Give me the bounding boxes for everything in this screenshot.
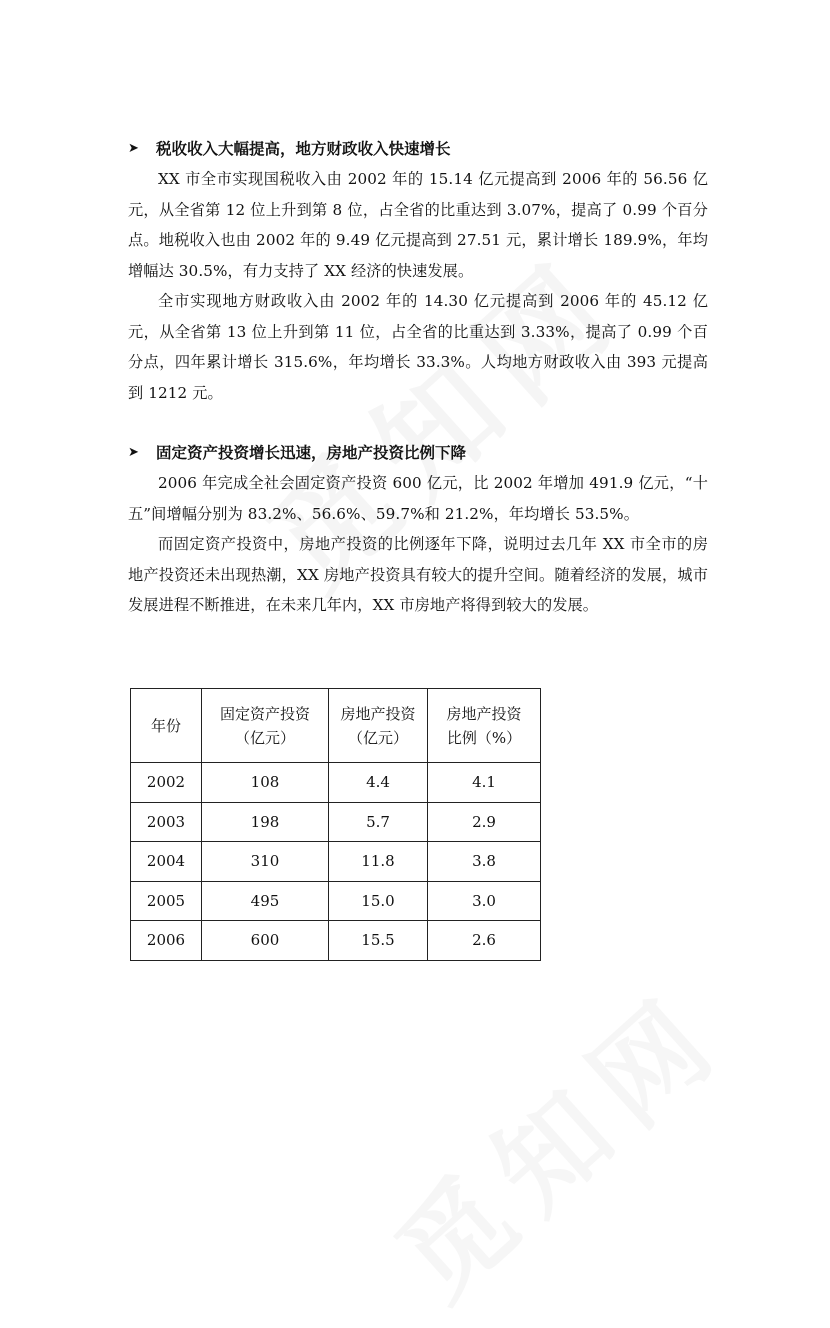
paragraph-national-tax: XX 市全市实现国税收入由 2002 年的 15.14 亿元提高到 2006 年的 56.56 亿元，从全省第 12 位上升到第 8 位，占全省的比重达到 3.07%，提高了 0.99 个百分点。地税收入也由 2002 年的 9.49 亿元提高到 27.51 元，累计增长 189.9%，年均增幅达 30.5%，有力支持了 XX 经济的快速发展。 — [128, 170, 708, 280]
cell-realestate: 4.4 — [329, 763, 428, 803]
cell-year: 2004 — [131, 842, 202, 882]
table-header-row — [131, 689, 541, 763]
header-realestate-line1: 房地产投资 — [340, 704, 416, 723]
table-row — [131, 921, 541, 961]
watermark-repeat — [357, 950, 753, 1328]
cell-fixed: 310 — [202, 842, 329, 882]
cell-year: 2006 — [131, 921, 202, 961]
section-spacer — [128, 408, 708, 438]
cell-realestate: 15.0 — [329, 881, 428, 921]
cell-ratio: 2.6 — [428, 921, 541, 961]
table-row — [131, 842, 541, 882]
investment-table — [130, 688, 541, 961]
cell-fixed: 108 — [202, 763, 329, 803]
header-ratio-line1: 房地产投资 — [446, 704, 522, 723]
paragraph-fixed-investment: 2006 年完成全社会固定资产投资 600 亿元，比 2002 年增加 491.9 亿元，“十五”间增幅分别为 83.2%、56.6%、59.7%和 21.2%，年均增长 53.5%。 — [128, 474, 708, 523]
section-heading-tax — [128, 134, 708, 164]
cell-year: 2002 — [131, 763, 202, 803]
header-fixed-line1: 固定资产投资 — [219, 704, 310, 723]
arrow-bullet-icon: ➤ — [128, 445, 139, 460]
cell-ratio: 2.9 — [428, 802, 541, 842]
table-row — [131, 881, 541, 921]
document-body — [128, 134, 708, 621]
arrow-bullet-icon: ➤ — [128, 141, 139, 156]
header-fixed-line2: （亿元） — [234, 728, 295, 747]
cell-realestate: 5.7 — [329, 802, 428, 842]
section-heading-tax-text: 税收收入大幅提高，地方财政收入快速增长 — [156, 140, 451, 158]
paragraph-realestate-ratio: 而固定资产投资中，房地产投资的比例逐年下降，说明过去几年 XX 市全市的房地产投资还未出现热潮，XX 房地产投资具有较大的提升空间。随着经济的发展，城市发展进程不断推进，在未来几年内，XX 市房地产将得到较大的发展。 — [128, 535, 708, 614]
header-realestate-ratio — [428, 689, 541, 763]
section-heading-investment-text: 固定资产投资增长迅速，房地产投资比例下降 — [156, 444, 467, 462]
cell-fixed: 495 — [202, 881, 329, 921]
cell-fixed: 198 — [202, 802, 329, 842]
header-year: 年份 — [131, 689, 202, 763]
header-realestate-line2: （亿元） — [347, 728, 408, 747]
cell-ratio: 3.8 — [428, 842, 541, 882]
cell-ratio: 4.1 — [428, 763, 541, 803]
cell-fixed: 600 — [202, 921, 329, 961]
section-heading-investment — [128, 438, 708, 468]
cell-realestate: 15.5 — [329, 921, 428, 961]
header-ratio-line2: 比例（%） — [446, 728, 522, 747]
cell-ratio: 3.0 — [428, 881, 541, 921]
header-realestate-investment — [329, 689, 428, 763]
cell-realestate: 11.8 — [329, 842, 428, 882]
table-row — [131, 802, 541, 842]
paragraph-local-revenue: 全市实现地方财政收入由 2002 年的 14.30 亿元提高到 2006 年的 45.12 亿元，从全省第 13 位上升到第 11 位，占全省的比重达到 3.33%，提高了 0.99 个百分点，四年累计增长 315.6%，年均增长 33.3%。人均地方财政收入由 393 元提高到 1212 元。 — [128, 292, 708, 402]
table-row — [131, 763, 541, 803]
cell-year: 2003 — [131, 802, 202, 842]
cell-year: 2005 — [131, 881, 202, 921]
header-fixed-investment — [202, 689, 329, 763]
